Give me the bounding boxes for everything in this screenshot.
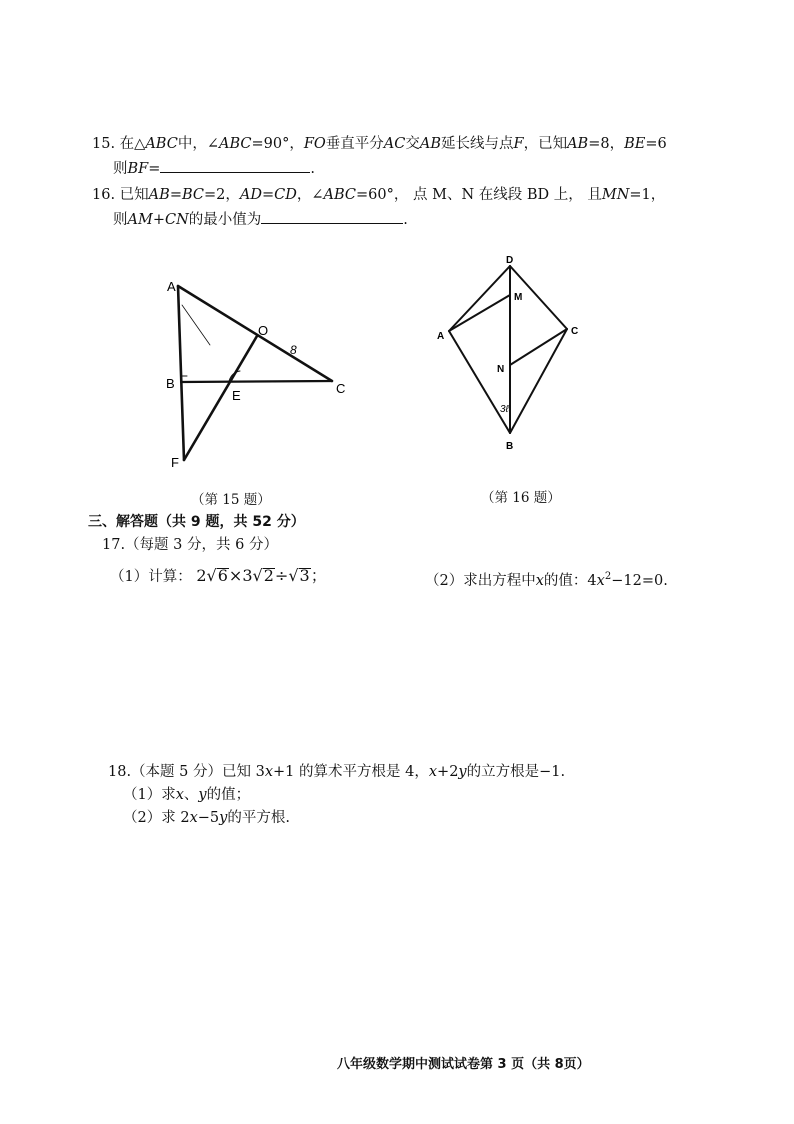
figure-15-caption: （第 15 题）: [191, 492, 271, 508]
question-17-part1: （1）计算： 2√6×3√2÷√3；: [110, 566, 327, 585]
segment-NC: [510, 329, 567, 365]
answer-blank-15[interactable]: [160, 158, 310, 173]
figure-16-diagram: [428, 250, 598, 460]
section-3-heading: 三、解答题（共 9 题，共 52 分）: [88, 514, 305, 530]
figure-16-caption: （第 16 题）: [481, 490, 561, 506]
question-15-line2: 则BF= .: [113, 158, 315, 179]
label-M: M: [514, 292, 523, 303]
label-E: E: [232, 388, 241, 403]
label-mark-8: 8: [290, 343, 297, 357]
question-18-part1: （1）求x、y的值；: [123, 787, 251, 803]
question-18-head: 18.（本题 5 分）已知 3x+1 的算术平方根是 4，x+2y的立方根是−1.: [108, 764, 566, 780]
question-17-part2: （2）求出方程中x的值：$4x^2-12=0$.: [425, 571, 668, 589]
label-F: F: [171, 455, 179, 470]
construction-line: [182, 305, 210, 345]
label-B: B: [506, 441, 514, 452]
label-D: D: [506, 255, 514, 266]
question-18-part2: （2）求 2x−5y的平方根.: [123, 810, 290, 826]
page-footer: 八年级数学期中测试试卷第 3 页（共 8页）: [337, 1057, 590, 1072]
segment-BC: [181, 381, 332, 382]
segment-FO: [184, 336, 257, 460]
segment-AC: [178, 286, 332, 381]
question-15-line1: 15. 在△ABC中，∠ABC=90°，FO垂直平分AC交AB延长线与点F，已知AB=8，BE=6: [92, 136, 667, 152]
segment-DA: [449, 266, 510, 331]
label-A: A: [437, 331, 445, 342]
question-16-line1: 16. 已知AB=BC=2，AD=CD，∠ABC=60°， 点 M、N 在线段 BD 上， 且MN=1，: [92, 187, 666, 203]
expression-17-1: 2√6×3√2÷√3；: [196, 566, 327, 585]
segment-AB: [449, 331, 510, 433]
answer-blank-16[interactable]: [261, 209, 403, 224]
label-N: N: [497, 364, 505, 375]
label-A: A: [167, 279, 176, 294]
label-B: B: [166, 376, 175, 391]
question-16-line2: 则AM+CN的最小值为 .: [113, 209, 408, 230]
question-17-head: 17.（每题 3 分，共 6 分）: [102, 537, 278, 553]
label-C: C: [336, 381, 346, 396]
label-O: O: [258, 323, 269, 338]
segment-AM: [449, 295, 510, 331]
segment-AF: [178, 286, 184, 460]
label-mark-3l: 3ℓ: [500, 404, 509, 415]
label-C: C: [571, 326, 579, 337]
segment-CB: [510, 329, 567, 433]
figure-15-diagram: [160, 272, 360, 472]
